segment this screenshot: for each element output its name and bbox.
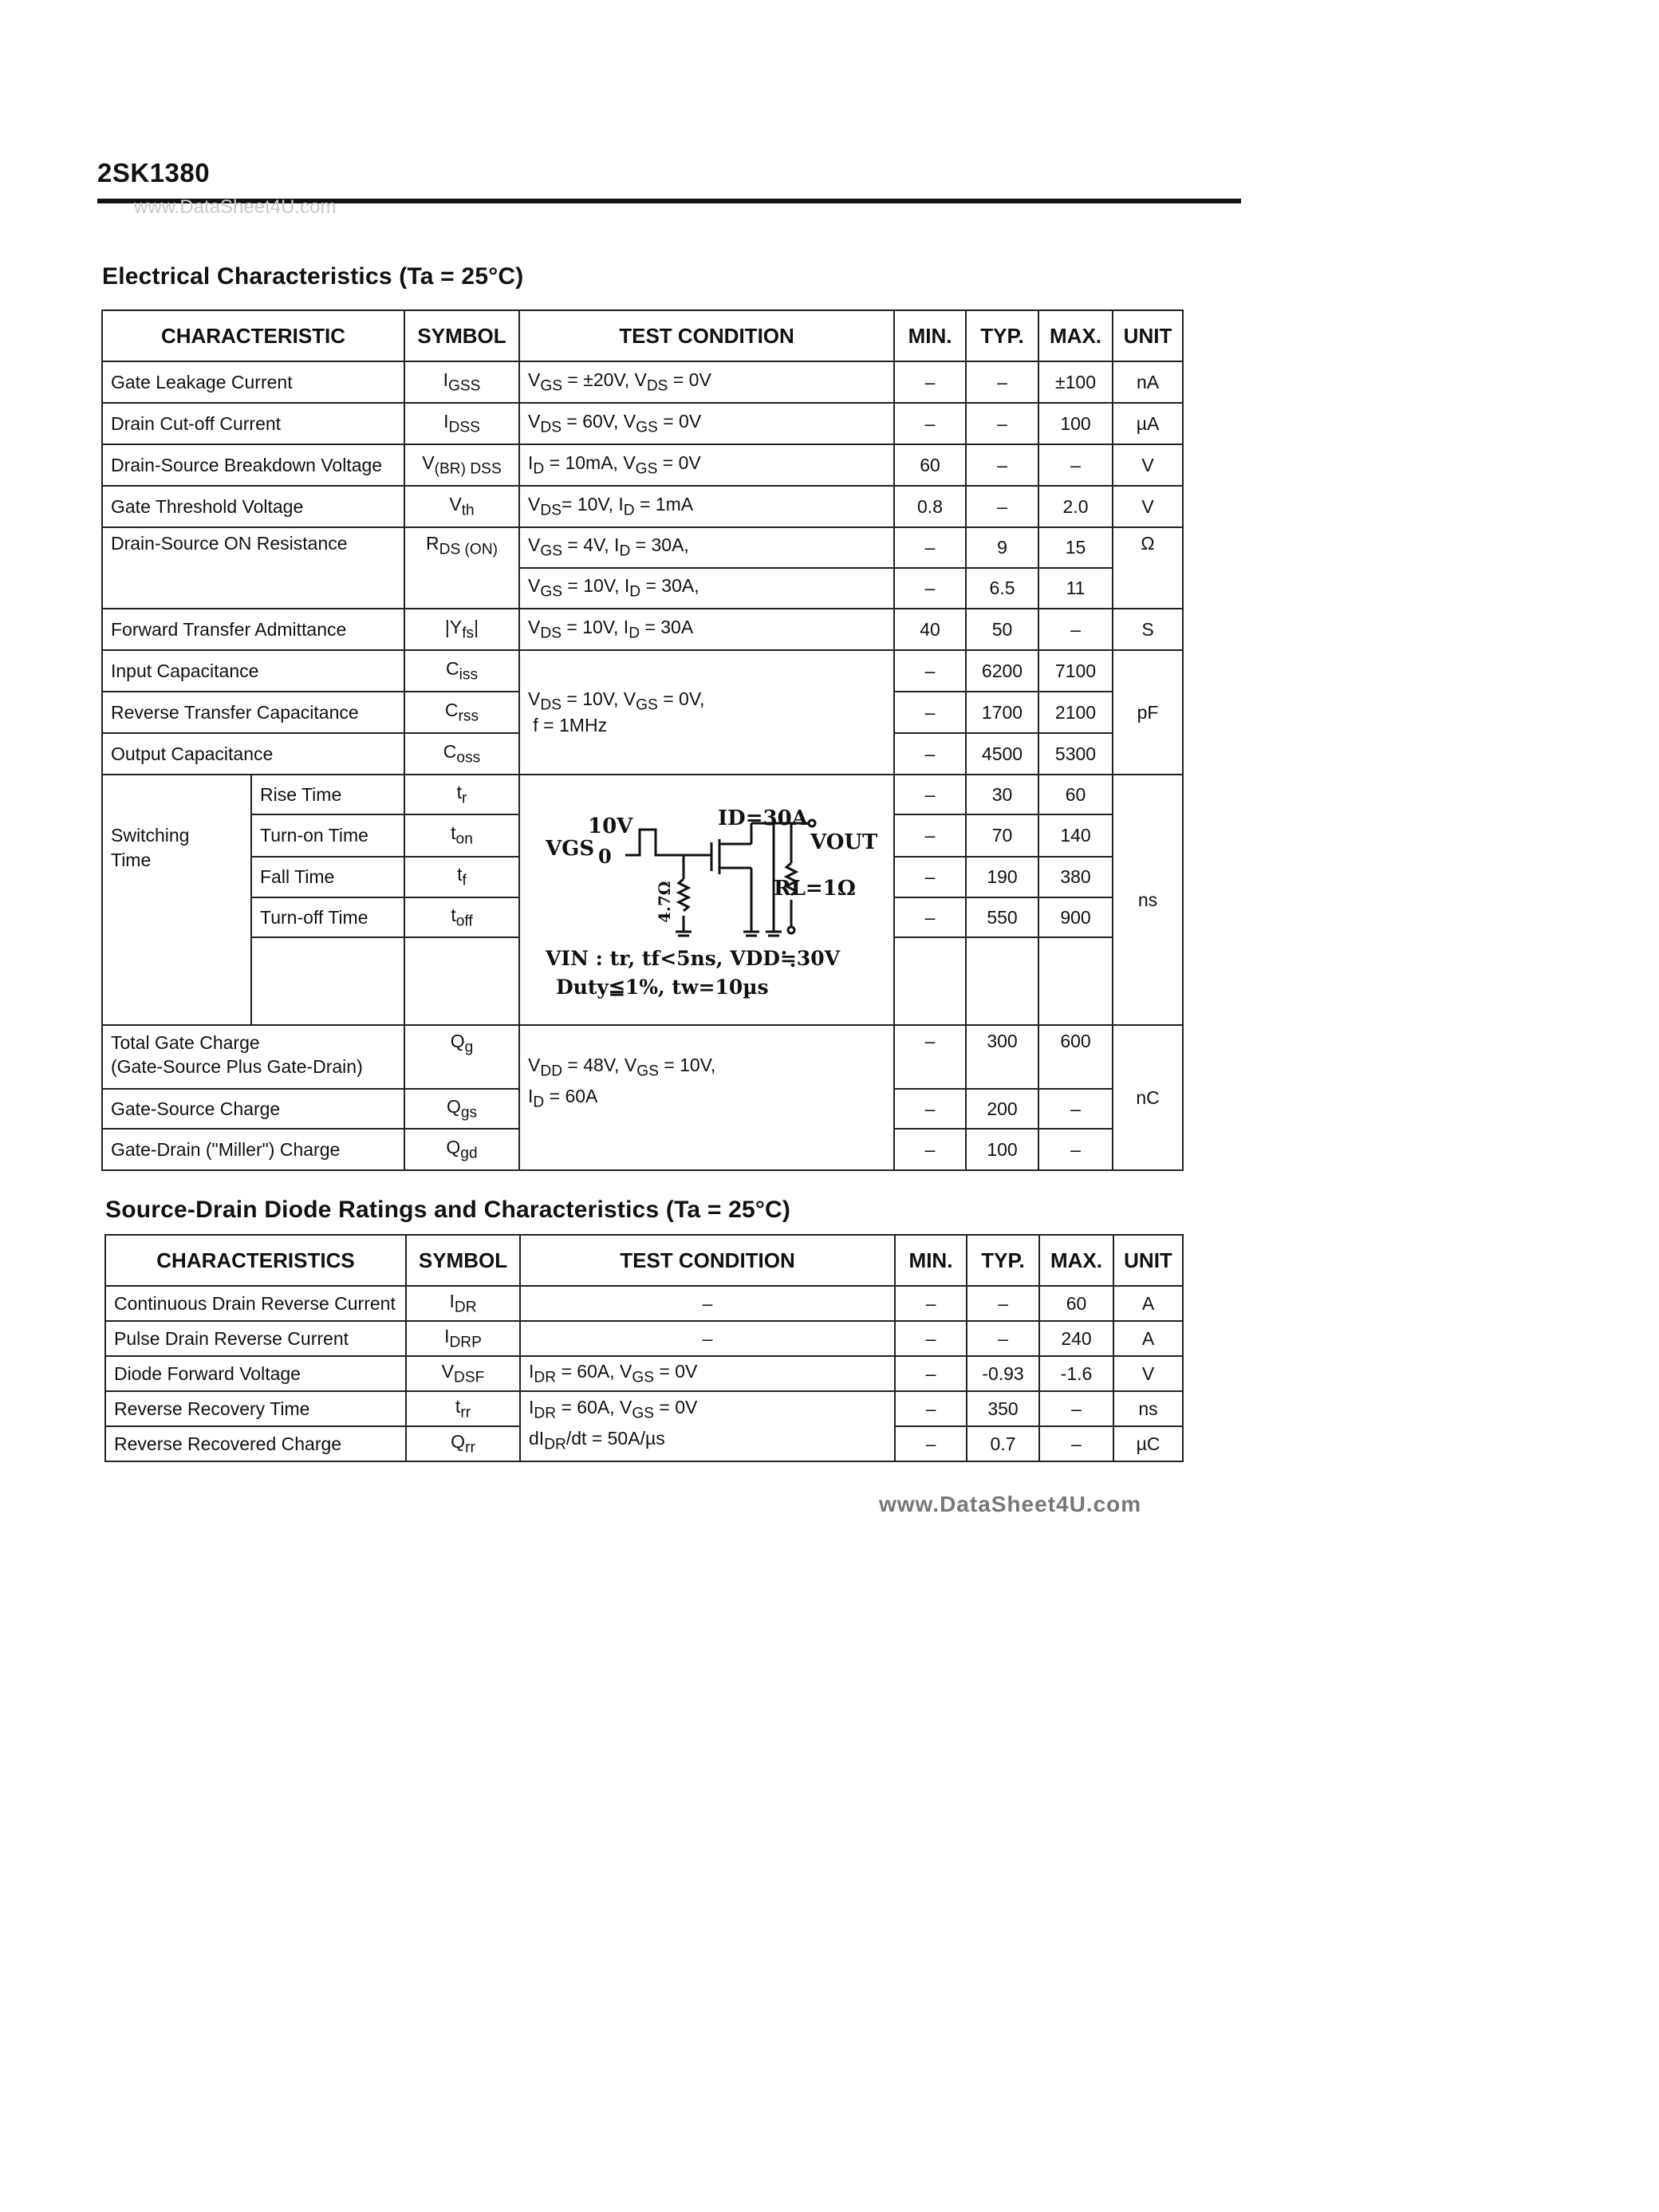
- typ-value: 70: [966, 814, 1038, 856]
- min-value: –: [894, 857, 966, 897]
- max-value: 11: [1038, 568, 1113, 609]
- unit: A: [1113, 1286, 1183, 1321]
- watermark-top: www.DataSheet4U.com: [134, 196, 337, 218]
- test-condition: –: [520, 1321, 895, 1356]
- min-value: –: [894, 403, 966, 444]
- max-value: 100: [1038, 403, 1113, 444]
- char-name: Diode Forward Voltage: [105, 1356, 406, 1391]
- table-row-idrp: [105, 1321, 1183, 1356]
- table-row-rise-time: [102, 775, 1183, 814]
- symbol: $t_{on}$: [404, 814, 519, 856]
- min-value: –: [894, 733, 966, 775]
- symbol: $Q_{rr}$: [406, 1426, 520, 1461]
- table-row-idr: [105, 1286, 1183, 1321]
- max-value: 240: [1039, 1321, 1113, 1356]
- header-max: MAX.: [1038, 310, 1113, 361]
- min-value: –: [894, 1089, 966, 1129]
- typ-value: 9: [966, 527, 1038, 568]
- unit: A: [1113, 1321, 1183, 1356]
- char-name: [102, 1025, 404, 1089]
- empty-cell: [404, 937, 519, 1025]
- symbol: $Q_{gs}$: [404, 1089, 519, 1129]
- char-name: Gate Threshold Voltage: [102, 486, 404, 527]
- unit: V: [1113, 1356, 1183, 1391]
- max-value: -1.6: [1039, 1356, 1113, 1391]
- typ-value: –: [966, 403, 1038, 444]
- gate-resistor-label: 4.7Ω: [655, 881, 675, 923]
- table-row-igss: [102, 361, 1183, 403]
- header-symbol: SYMBOL: [404, 310, 519, 361]
- table-header-row: [102, 310, 1183, 361]
- max-value: –: [1038, 1089, 1113, 1129]
- header-characteristics: CHARACTERISTICS: [105, 1235, 406, 1286]
- drain-current-label: ID=30A: [718, 806, 808, 830]
- typ-value: 200: [966, 1089, 1038, 1129]
- max-value: –: [1039, 1426, 1113, 1461]
- char-name: Gate Leakage Current: [102, 361, 404, 403]
- symbol: $V_{(BR) DSS}$: [404, 444, 519, 486]
- table-row-yfs: [102, 609, 1183, 650]
- typ-value: 190: [966, 857, 1038, 897]
- empty-cell: [966, 937, 1038, 1025]
- unit: ns: [1113, 1391, 1183, 1426]
- max-value: 7100: [1038, 650, 1113, 692]
- symbol: $t_{rr}$: [406, 1391, 520, 1426]
- typ-value: 4500: [966, 733, 1038, 775]
- symbol: $C_{iss}$: [404, 650, 519, 692]
- typ-value: -0.93: [967, 1356, 1039, 1391]
- typ-value: 30: [966, 775, 1038, 814]
- typ-value: 1700: [966, 692, 1038, 733]
- header-min: MIN.: [894, 310, 966, 361]
- part-number: 2SK1380: [97, 158, 211, 187]
- max-value: ±100: [1038, 361, 1113, 403]
- symbol: $I_{DRP}$: [406, 1321, 520, 1356]
- test-condition: $V_{GS} = \pm 20V$, $V_{DS} = 0V$: [519, 361, 894, 403]
- min-value: –: [894, 568, 966, 609]
- electrical-characteristics-title: Electrical Characteristics (Ta = 25°C): [102, 263, 524, 290]
- table-row-idss: [102, 403, 1183, 444]
- max-value: 600: [1038, 1025, 1113, 1089]
- char-name: Reverse Recovery Time: [105, 1391, 406, 1426]
- min-value: 40: [894, 609, 966, 650]
- unit: µC: [1113, 1426, 1183, 1461]
- symbol: $I_{GSS}$: [404, 361, 519, 403]
- switching-test-circuit: [519, 775, 894, 1025]
- typ-value: –: [966, 486, 1038, 527]
- max-value: –: [1038, 1129, 1113, 1170]
- max-value: –: [1038, 609, 1113, 650]
- test-condition: $I_{DR} = 60A$, $V_{GS} = 0V$: [520, 1356, 895, 1391]
- symbol: $V_{DSF}$: [406, 1356, 520, 1391]
- header-max: MAX.: [1039, 1235, 1113, 1286]
- char-name: Gate-Drain ("Miller") Charge: [102, 1129, 404, 1170]
- table-row-ciss: [102, 650, 1183, 692]
- gate-resistor: [679, 879, 688, 911]
- max-value: 2.0: [1038, 486, 1113, 527]
- empty-cell: [894, 937, 966, 1025]
- header-characteristic: CHARACTERISTIC: [102, 310, 404, 361]
- switching-time-label: Switching Time: [111, 825, 190, 870]
- unit: Ω: [1113, 527, 1183, 609]
- qg-name-line-1: Total Gate Charge: [111, 1032, 260, 1053]
- header-test-condition: TEST CONDITION: [520, 1235, 895, 1286]
- char-name: Gate-Source Charge: [102, 1089, 404, 1129]
- char-name: Forward Transfer Admittance: [102, 609, 404, 650]
- min-value: –: [894, 814, 966, 856]
- test-condition: $V_{DS} = 10V$, $I_D = 30A$: [519, 609, 894, 650]
- symbol: $C_{rss}$: [404, 692, 519, 733]
- max-value: 140: [1038, 814, 1113, 856]
- min-value: –: [895, 1356, 967, 1391]
- unit: ns: [1113, 775, 1183, 1025]
- gate-high-voltage: 10V: [588, 814, 633, 838]
- test-condition: $V_{GS} = 10V$, $I_D = 30A$,: [519, 568, 894, 609]
- symbol: $Q_g$: [404, 1025, 519, 1089]
- gate-low-voltage: 0: [598, 845, 612, 868]
- test-condition: $V_{GS} = 4V$, $I_D = 30A$,: [519, 527, 894, 568]
- watermark-bottom: www.DataSheet4U.com: [879, 1492, 1142, 1516]
- table-row-qg: [102, 1025, 1183, 1089]
- unit: S: [1113, 609, 1183, 650]
- char-name: Pulse Drain Reverse Current: [105, 1321, 406, 1356]
- min-value: –: [894, 897, 966, 937]
- table-row-vth: [102, 486, 1183, 527]
- table-row-vdsf: [105, 1356, 1183, 1391]
- vout-label: VOUT: [810, 830, 878, 854]
- symbol: $I_{DSS}$: [404, 403, 519, 444]
- min-value: –: [894, 692, 966, 733]
- vin-condition: VIN : tr, tf<5ns, VDD≒30V: [546, 947, 841, 970]
- symbol: $|Y_{fs}|$: [404, 609, 519, 650]
- max-value: –: [1039, 1391, 1113, 1426]
- typ-value: –: [967, 1286, 1039, 1321]
- switching-circuit-diagram: [520, 775, 894, 1024]
- typ-value: –: [966, 361, 1038, 403]
- test-condition: –: [520, 1286, 895, 1321]
- max-value: 60: [1039, 1286, 1113, 1321]
- symbol: $t_{off}$: [404, 897, 519, 937]
- char-name: Reverse Transfer Capacitance: [102, 692, 404, 733]
- unit: pF: [1113, 650, 1183, 775]
- symbol: $I_{DR}$: [406, 1286, 520, 1321]
- typ-value: 100: [966, 1129, 1038, 1170]
- header-symbol: SYMBOL: [406, 1235, 520, 1286]
- typ-value: –: [966, 444, 1038, 486]
- char-name: Reverse Recovered Charge: [105, 1426, 406, 1461]
- switching-time-group: [102, 775, 251, 1025]
- max-value: 2100: [1038, 692, 1113, 733]
- min-value: 0.8: [894, 486, 966, 527]
- qg-name-line-2: (Gate-Source Plus Gate-Drain): [111, 1056, 363, 1077]
- typ-value: 0.7: [967, 1426, 1039, 1461]
- test-condition: $V_{DS}= 10V$, $I_D = 1mA$: [519, 486, 894, 527]
- max-value: 15: [1038, 527, 1113, 568]
- header-unit: UNIT: [1113, 1235, 1183, 1286]
- header-typ: TYP.: [967, 1235, 1039, 1286]
- max-value: 60: [1038, 775, 1113, 814]
- char-name: Drain-Source Breakdown Voltage: [102, 444, 404, 486]
- min-value: 60: [894, 444, 966, 486]
- symbol: $t_f$: [404, 857, 519, 897]
- char-name: Continuous Drain Reverse Current: [105, 1286, 406, 1321]
- header-typ: TYP.: [966, 310, 1038, 361]
- test-condition: $I_{DR} = 60A$, $V_{GS} = 0V$ $dI_{DR}/dt = 50A/\mu s$: [520, 1391, 895, 1461]
- empty-cell: [251, 937, 404, 1025]
- typ-value: 350: [967, 1391, 1039, 1426]
- table-row-rds-on: [102, 527, 1183, 568]
- symbol: $Q_{gd}$: [404, 1129, 519, 1170]
- min-value: –: [895, 1286, 967, 1321]
- vgs-label: VGS: [546, 837, 595, 861]
- char-name: Drain Cut-off Current: [102, 403, 404, 444]
- typ-value: –: [967, 1321, 1039, 1356]
- unit: nA: [1113, 361, 1183, 403]
- header-min: MIN.: [895, 1235, 967, 1286]
- typ-value: 50: [966, 609, 1038, 650]
- max-value: –: [1038, 444, 1113, 486]
- unit: V: [1113, 486, 1183, 527]
- min-value: –: [894, 650, 966, 692]
- char-name: Rise Time: [251, 775, 404, 814]
- unit: nC: [1113, 1025, 1183, 1170]
- ground-symbols: [676, 932, 782, 936]
- header-unit: UNIT: [1113, 310, 1183, 361]
- max-value: 380: [1038, 857, 1113, 897]
- min-value: –: [895, 1321, 967, 1356]
- max-value: 900: [1038, 897, 1113, 937]
- test-condition: $V_{DS} = 10V$, $V_{GS} = 0V$, f = 1MHz: [519, 650, 894, 775]
- table-header-row: [105, 1235, 1183, 1286]
- header-test-condition: TEST CONDITION: [519, 310, 894, 361]
- empty-cell: [1038, 937, 1113, 1025]
- char-name: Turn-off Time: [251, 897, 404, 937]
- symbol: $R_{DS (ON)}$: [404, 527, 519, 609]
- min-value: –: [894, 775, 966, 814]
- symbol: $t_r$: [404, 775, 519, 814]
- min-value: –: [894, 361, 966, 403]
- typ-value: 6200: [966, 650, 1038, 692]
- test-condition: $V_{DS} = 60V$, $V_{GS} = 0V$: [519, 403, 894, 444]
- unit: µA: [1113, 403, 1183, 444]
- test-condition: $V_{DD} = 48V$, $V_{GS} = 10V$, $I_D = 60A$: [519, 1025, 894, 1170]
- min-value: –: [895, 1426, 967, 1461]
- char-name: Fall Time: [251, 857, 404, 897]
- typ-value: 300: [966, 1025, 1038, 1089]
- char-name: Output Capacitance: [102, 733, 404, 775]
- min-value: –: [894, 1129, 966, 1170]
- electrical-characteristics-table: [101, 310, 1184, 1171]
- vdd-terminal: [788, 927, 794, 933]
- char-name: Turn-on Time: [251, 814, 404, 856]
- diode-characteristics-title: Source-Drain Diode Ratings and Characteristics (Ta = 25°C): [105, 1197, 791, 1223]
- test-condition: $I_D = 10mA$, $V_{GS} = 0V$: [519, 444, 894, 486]
- table-row-trr: [105, 1391, 1183, 1426]
- min-value: –: [894, 1025, 966, 1089]
- diode-characteristics-table: [104, 1234, 1184, 1462]
- char-name: Drain-Source ON Resistance: [102, 527, 404, 609]
- unit: V: [1113, 444, 1183, 486]
- load-resistor-label: RL=1Ω: [774, 877, 856, 901]
- symbol: $V_{th}$: [404, 486, 519, 527]
- min-value: –: [894, 527, 966, 568]
- typ-value: 550: [966, 897, 1038, 937]
- typ-value: 6.5: [966, 568, 1038, 609]
- min-value: –: [895, 1391, 967, 1426]
- symbol: $C_{oss}$: [404, 733, 519, 775]
- max-value: 5300: [1038, 733, 1113, 775]
- table-row-vbr: [102, 444, 1183, 486]
- duty-condition: Duty≦1%, tw=10µs: [556, 976, 769, 999]
- char-name: Input Capacitance: [102, 650, 404, 692]
